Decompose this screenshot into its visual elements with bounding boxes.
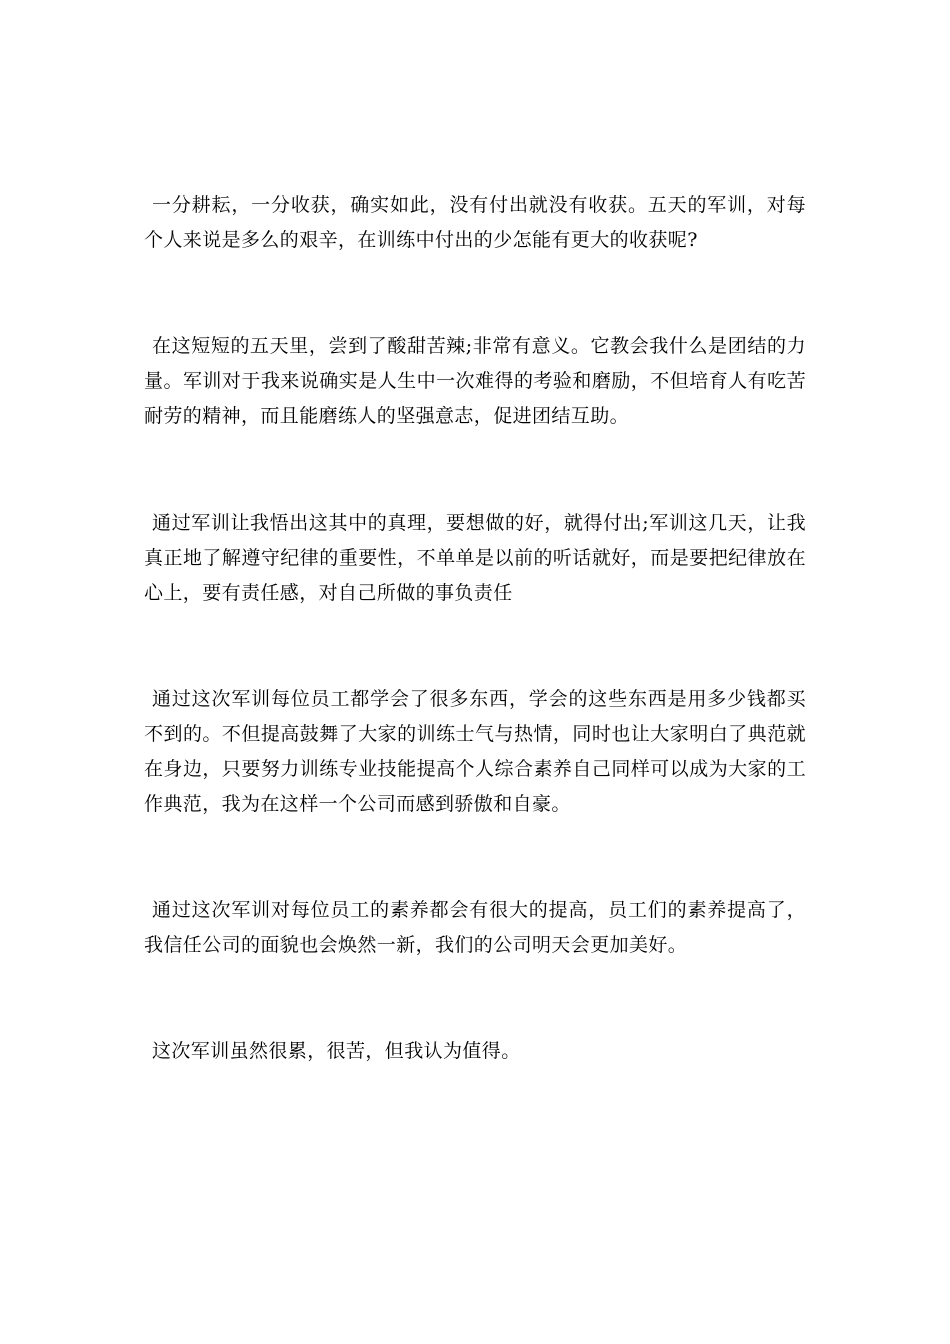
paragraph-5: 通过这次军训对每位员工的素养都会有很大的提高，员工们的素养提高了，我信任公司的面貌也会焕然一新，我们的公司明天会更加美好。	[144, 899, 806, 956]
paragraph-2: 在这短短的五天里，尝到了酸甜苦辣;非常有意义。它教会我什么是团结的力量。军训对于我来说确实是人生中一次难得的考验和磨励，不但培育人有吃苦耐劳的精神，而且能磨练人的坚强意志，促进团结互助。	[144, 335, 806, 427]
paragraph-1: 一分耕耘，一分收获，确实如此，没有付出就没有收获。五天的军训，对每个人来说是多么的艰辛，在训练中付出的少怎能有更大的收获呢?	[144, 194, 806, 251]
paragraph-3: 通过军训让我悟出这其中的真理，要想做的好，就得付出;军训这几天，让我真正地了解遵守纪律的重要性，不单单是以前的听话就好，而是要把纪律放在心上，要有责任感，对自己所做的事负责任	[144, 512, 806, 604]
paragraph-4: 通过这次军训每位员工都学会了很多东西，学会的这些东西是用多少钱都买不到的。不但提高鼓舞了大家的训练士气与热情，同时也让大家明白了典范就在身边，只要努力训练专业技能提高个人综合素养自己同样可以成为大家的工作典范，我为在这样一个公司而感到骄傲和自豪。	[144, 688, 806, 815]
document-body	[144, 188, 806, 1069]
paragraph-6: 这次军训虽然很累，很苦，但我认为值得。	[152, 1040, 521, 1062]
